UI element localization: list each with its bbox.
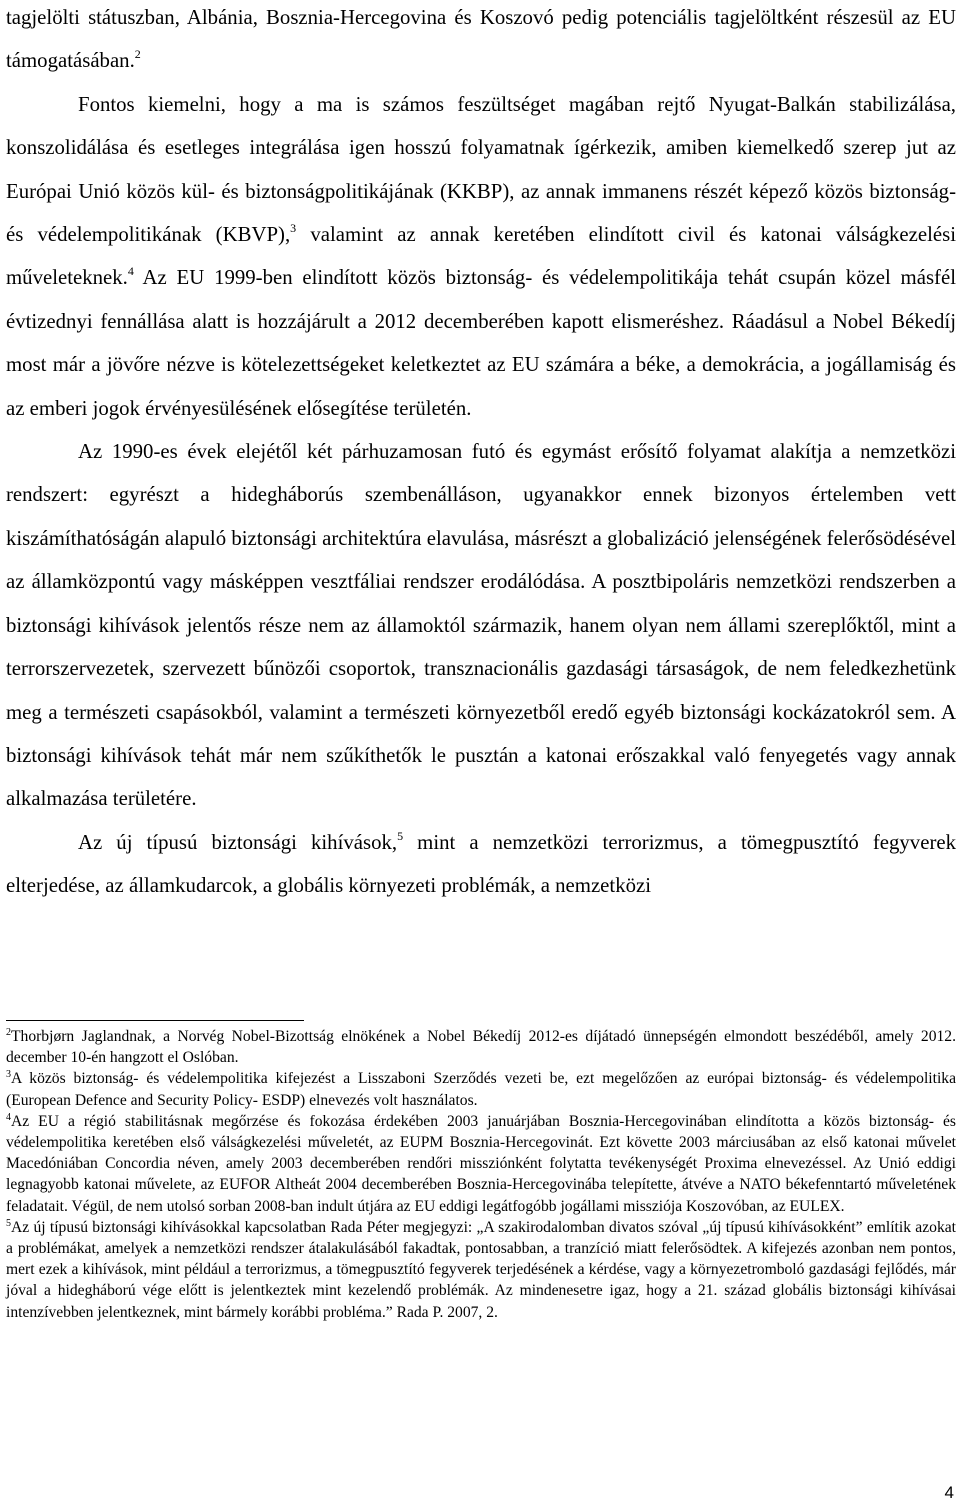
footnote-number: 5	[6, 1217, 11, 1229]
footnote-5	[6, 1217, 956, 1323]
body-text	[6, 0, 956, 908]
paragraph-2: Fontos kiemelni, hogy a ma is számos feszültséget magában rejtő Nyugat-Balkán stabilizálása, konszolidálása és esetleges integrálása igen hosszú folyamatnak ígérkezik, amiben kiemelkedő szerep jut az Európai Unió közös kül- és biztonságpolitikájának (KKBP), az annak immanens részét képező közös biztonság- és védelempolitikának (KBVP),$^3$ valamint az annak keretében elindított civil és katonai válságkezelési műveleteknek.$^4$ Az EU 1999-ben elindított közös biztonság- és védelempolitikája tehát csupán közel másfél évtizednyi fennállása alatt is hozzájárult a 2012 decemberében kapott elismeréshez. Ráadásul a Nobel Békedíj most már a jövőre nézve is kötelezettségeket keletkeztet az EU számára a béke, a demokrácia, a jogállamiság és az emberi jogok érvényesülésének elősegítése területén.	[6, 92, 956, 420]
footnote-ref-3[interactable]: 3	[290, 221, 297, 236]
footnote-ref-5[interactable]: 5	[397, 828, 404, 843]
footnote-4	[6, 1111, 956, 1217]
footnote-number: 3	[6, 1069, 11, 1081]
footnote-number: 2	[6, 1027, 11, 1038]
footnote-text: Thorbjørn Jaglandnak, a Norvég Nobel-Bizottság elnökének a Nobel Békedíj 2012-es díjátadó ünnepségén elmondott beszédéből, amely 2012. december 10-én hangzott el Oslóban.	[6, 1028, 956, 1067]
footnote-divider	[6, 1020, 304, 1021]
footnote-3	[6, 1068, 956, 1110]
footnote-2	[6, 1026, 956, 1068]
paragraph-3: Az 1990-es évek elejétől két párhuzamosan futó és egymást erősítő folyamat alakítja a nemzetközi rendszert: egyrészt a hidegháborús szembenálláson, ugyanakkor ennek bizonyos értelemben vett kiszámíthatóságán alapuló biztonsági architektúra elavulása, másrészt a globalizáció jelenségének felerősödésével az államközpontú vagy másképpen vesztfáliai rendszer erodálódása. A posztbipoláris nemzetközi rendszerben a biztonsági kihívások jelentős része nem az államoktól származik, hanem olyan nem állami szereplőktől, mint a terrorszervezetek, szervezett bűnözői csoportok, transznacionális gazdasági társaságok, de nem feledkezhetünk meg a természeti csapásokból, valamint a természeti környezetből eredő egyéb biztonsági kockázatokról sem. A biztonsági kihívások tehát már nem szűkíthetők le pusztán a katonai erőszakkal való fenyegetés vagy annak alkalmazása területére.	[6, 440, 956, 811]
paragraph-1: tagjelölti státuszban, Albánia, Bosznia-Hercegovina és Koszovó pedig potenciális tagjelöltként részesül az EU támogatásában.$^2$	[6, 6, 956, 73]
footnote-text: Az új típusú biztonsági kihívásokkal kapcsolatban Rada Péter megjegyzi: „A szakirodalomban divatos szóval „új típusú kihívásokként” említik azokat a problémákat, amelyek a nemzetközi rendszer átalakulásából fakadtak, pontosabban, a tranzíció miatt felerősödtek. A kifejezés azonban nem pontos, mert ezek a kihívások, mint például a terrorizmus, a tömegpusztító fegyverek terjedésének a kérdése, vagy a környezetromboló gazdasági fejlődés, már jóval a hidegháború vége előtt is jelentkeztek mint kezelendő problémák. Az mindenesetre igaz, hogy a 21. század globális biztonsági kihívásai intenzívebben jelentkeznek, mint bármely korábbi probléma.” Rada P. 2007, 2.	[6, 1218, 956, 1321]
footnote-text: A közös biztonság- és védelempolitika kifejezést a Lisszaboni Szerződés vezeti be, ezt megelőzően az európai biztonság- és védelempolitika (European Defence and Security Policy- ESDP) elnevezés volt használatos.	[6, 1070, 956, 1109]
footnote-text: Az EU a régió stabilitásnak megőrzése és fokozása érdekében 2003 januárjában Bosznia-Hercegovinában elindította a közös biztonság- és védelempolitika keretében első válságkezelési műveletét, az EUPM Bosznia-Hercegovinát. Ezt követte 2003 márciusában az első katonai művelet Macedóniában Concordia néven, amely 2003 decemberében rendőri missziónként folytatta tevékenységét Proxima elnevezéssel. Az Unió eddigi legnagyobb katonai művelete, az EUFOR Altheát 2004 decemberében Bosznia-Hercegovinába telepítette, átvéve a NATO békefenntartó műveletének feladatait. Végül, de nem utolsó sorban 2008-ban indult útjára az EU eddigi legátfogóbb jogállami missziója Koszovóban, az EULEX.	[6, 1112, 956, 1215]
page-number: 4	[944, 1483, 954, 1502]
paragraph-4: Az új típusú biztonsági kihívások,$^5$ mint a nemzetközi terrorizmus, a tömegpusztító fegyverek elterjedése, az államkudarcok, a globális környezeti problémák, a nemzetközi	[6, 828, 956, 898]
footnote-number: 4	[6, 1111, 11, 1123]
footnote-ref-4[interactable]: 4	[127, 264, 134, 279]
footnotes	[6, 1026, 956, 1323]
footnote-ref-2[interactable]: 2	[134, 47, 141, 62]
